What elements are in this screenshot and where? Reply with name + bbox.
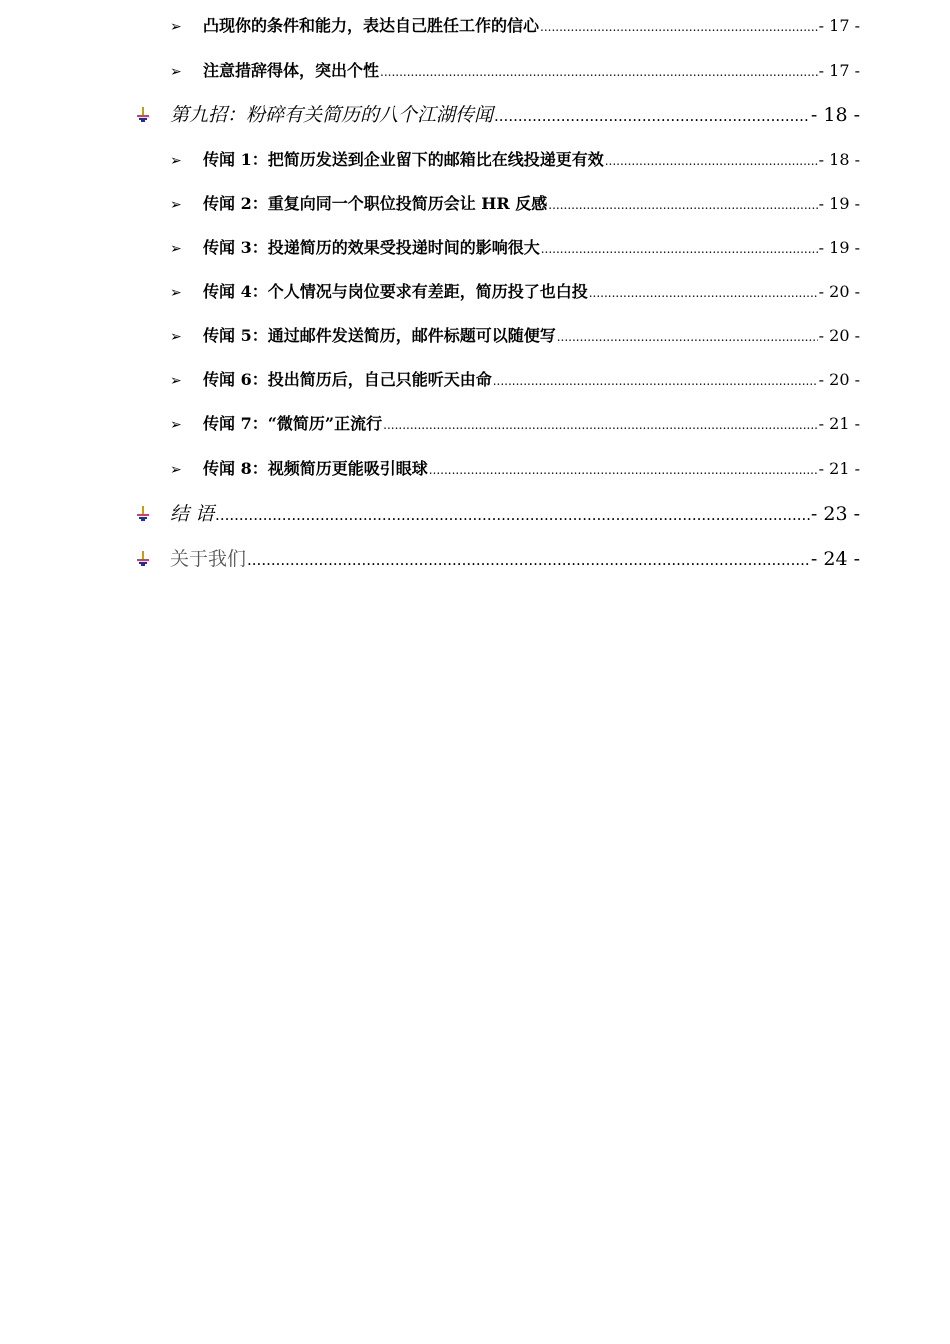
dot-leader: [494, 107, 810, 125]
dot-leader: [215, 506, 810, 524]
dot-leader: [557, 330, 818, 344]
dot-leader: [247, 551, 810, 569]
toc-entry-title: 传闻 7：“微简历”正流行: [203, 414, 383, 433]
toc-entry[interactable]: [135, 499, 860, 526]
toc-entry-page: - 21 -: [818, 459, 860, 478]
toc-entry-page: - 20 -: [818, 282, 860, 301]
toc-entry-page: - 21 -: [818, 414, 860, 433]
arrow-bullet-icon: ➢: [170, 197, 182, 213]
toc-entry-title: 传闻 4：个人情况与岗位要求有差距，简历投了也白投: [203, 282, 588, 301]
toc-entry-page: - 19 -: [818, 238, 860, 257]
arrow-bullet-icon: ➢: [170, 417, 182, 433]
toc-entry-title: 传闻 1：把简历发送到企业留下的邮箱比在线投递更有效: [203, 150, 604, 169]
toc-entry-title: 注意措辞得体，突出个性: [203, 61, 380, 80]
toc-entry-page: - 17 -: [818, 16, 860, 35]
toc-entry-title: 传闻 3：投递简历的效果受投递时间的影响很大: [203, 238, 540, 257]
arrow-bullet-icon: ➢: [170, 373, 182, 389]
toc-entry-page: - 19 -: [818, 194, 860, 213]
multicolor-bullet-icon: [135, 107, 170, 123]
dot-leader: [589, 286, 818, 300]
toc-entry[interactable]: [170, 58, 860, 81]
arrow-bullet-icon: ➢: [170, 329, 182, 345]
toc-entry[interactable]: [170, 191, 860, 214]
toc-entry-title: 凸现你的条件和能力，表达自己胜任工作的信心: [203, 16, 540, 35]
arrow-bullet-icon: ➢: [170, 241, 182, 257]
toc-entry-title: 传闻 6：投出简历后，自己只能听天由命: [203, 370, 492, 389]
toc-entry-page: - 17 -: [818, 61, 860, 80]
toc-entry[interactable]: [135, 544, 860, 571]
toc-entry[interactable]: [170, 235, 860, 258]
toc-entry-page: - 23 -: [810, 503, 860, 525]
toc-entry[interactable]: [170, 456, 860, 479]
toc-entry-page: - 18 -: [810, 104, 860, 126]
toc-entry-title: 传闻 8：视频简历更能吸引眼球: [203, 459, 428, 478]
multicolor-bullet-icon: [135, 506, 170, 522]
toc-entry[interactable]: [170, 411, 860, 434]
toc-entry-page: - 20 -: [818, 326, 860, 345]
arrow-bullet-icon: ➢: [170, 462, 182, 478]
dot-leader: [383, 418, 818, 432]
toc-entry[interactable]: [170, 279, 860, 302]
dot-leader: [540, 20, 818, 34]
toc-entry-page: - 24 -: [810, 548, 860, 570]
dot-leader: [548, 198, 817, 212]
dot-leader: [605, 154, 818, 168]
multicolor-bullet-icon: [135, 551, 170, 567]
toc-entry[interactable]: [170, 367, 860, 390]
toc-entry-page: - 20 -: [818, 370, 860, 389]
dot-leader: [541, 242, 818, 256]
dot-leader: [429, 463, 818, 477]
toc-entry[interactable]: [170, 147, 860, 170]
arrow-bullet-icon: ➢: [170, 19, 182, 35]
arrow-bullet-icon: ➢: [170, 153, 182, 169]
dot-leader: [380, 65, 818, 79]
arrow-bullet-icon: ➢: [170, 285, 182, 301]
toc-entry-title: 结 语: [170, 503, 215, 525]
toc-entry-title: 第九招：粉碎有关简历的八个江湖传闻: [170, 104, 494, 126]
toc-entry-page: - 18 -: [818, 150, 860, 169]
dot-leader: [493, 374, 818, 388]
arrow-bullet-icon: ➢: [170, 64, 182, 80]
toc-entry[interactable]: [170, 13, 860, 36]
toc-entry[interactable]: [135, 100, 860, 127]
toc-entry-title: 传闻 5：通过邮件发送简历，邮件标题可以随便写: [203, 326, 556, 345]
toc-entry-title: 关于我们: [170, 548, 247, 570]
toc-entry-title: 传闻 2：重复向同一个职位投简历会让 HR 反感: [203, 194, 548, 213]
toc-entry[interactable]: [170, 323, 860, 346]
